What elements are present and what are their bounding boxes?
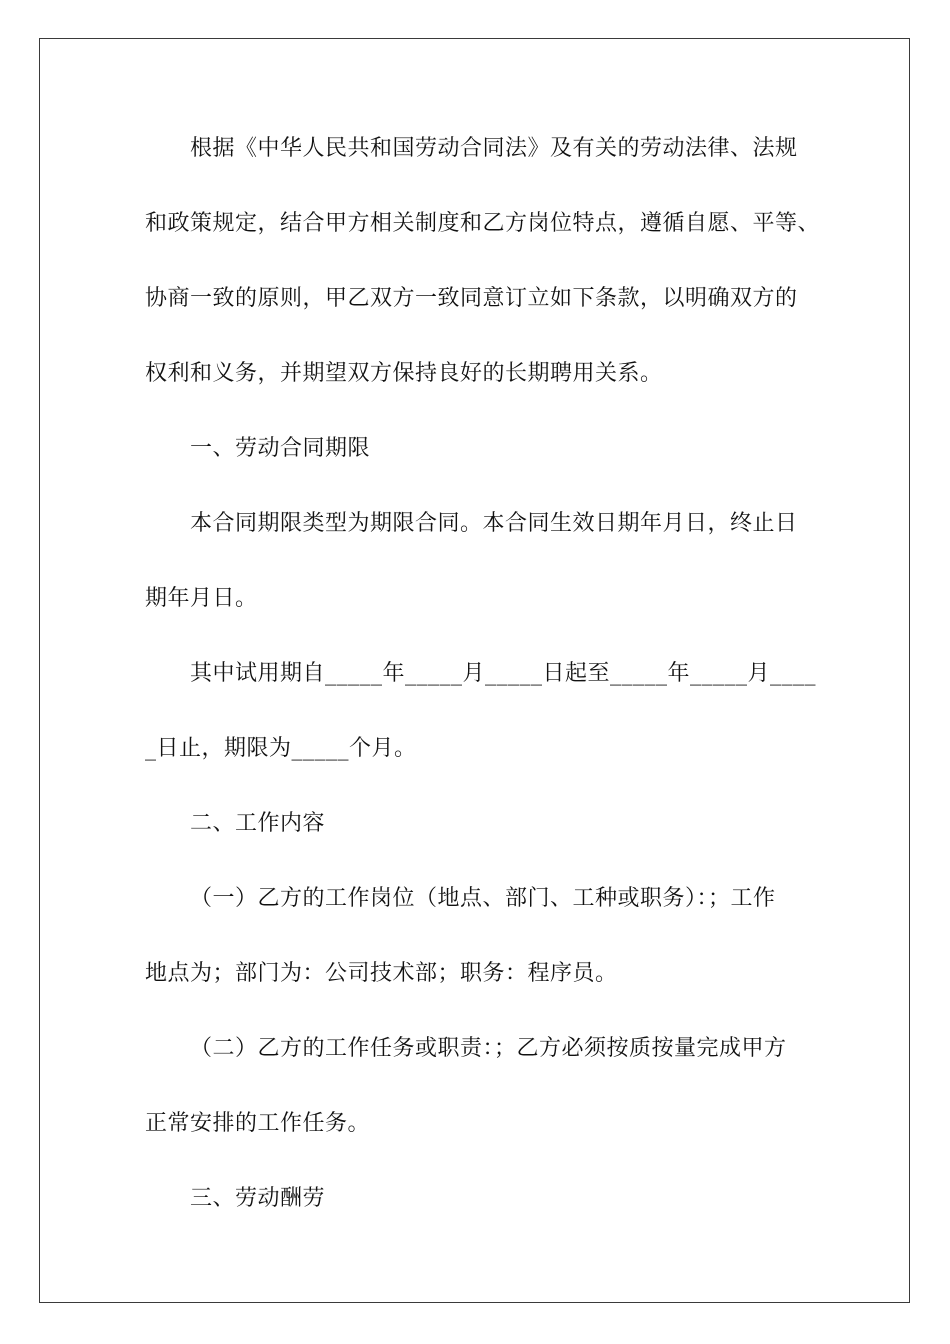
paragraph-preamble-line-2: 和政策规定，结合甲方相关制度和乙方岗位特点，遵循自愿、平等、 <box>145 211 821 236</box>
paragraph-preamble-line-3: 协商一致的原则，甲乙双方一致同意订立如下条款，以明确双方的 <box>145 286 798 311</box>
section-heading-work-content: 二、工作内容 <box>190 811 326 836</box>
paragraph-probation-line-2: _日止，期限为_____个月。 <box>145 736 417 761</box>
section-heading-contract-term: 一、劳动合同期限 <box>190 436 371 461</box>
section-heading-remuneration: 三、劳动酬劳 <box>190 1186 326 1211</box>
paragraph-duties-line-2: 正常安排的工作任务。 <box>145 1111 371 1136</box>
paragraph-probation-line-1: 其中试用期自_____年_____月_____日起至_____年_____月____ <box>190 661 817 686</box>
paragraph-duties-line-1: （二）乙方的工作任务或职责：；乙方必须按质按量完成甲方 <box>190 1036 787 1061</box>
paragraph-term-line-2: 期年月日。 <box>145 586 258 611</box>
paragraph-position-line-2: 地点为；部门为：公司技术部；职务：程序员。 <box>145 961 618 986</box>
paragraph-preamble-line-1: 根据《中华人民共和国劳动合同法》及有关的劳动法律、法规 <box>190 136 798 161</box>
paragraph-position-line-1: （一）乙方的工作岗位（地点、部门、工种或职务）：；工作 <box>190 886 776 911</box>
paragraph-term-line-1: 本合同期限类型为期限合同。本合同生效日期年月日，终止日 <box>190 511 798 536</box>
paragraph-preamble-line-4: 权利和义务，并期望双方保持良好的长期聘用关系。 <box>145 361 663 386</box>
